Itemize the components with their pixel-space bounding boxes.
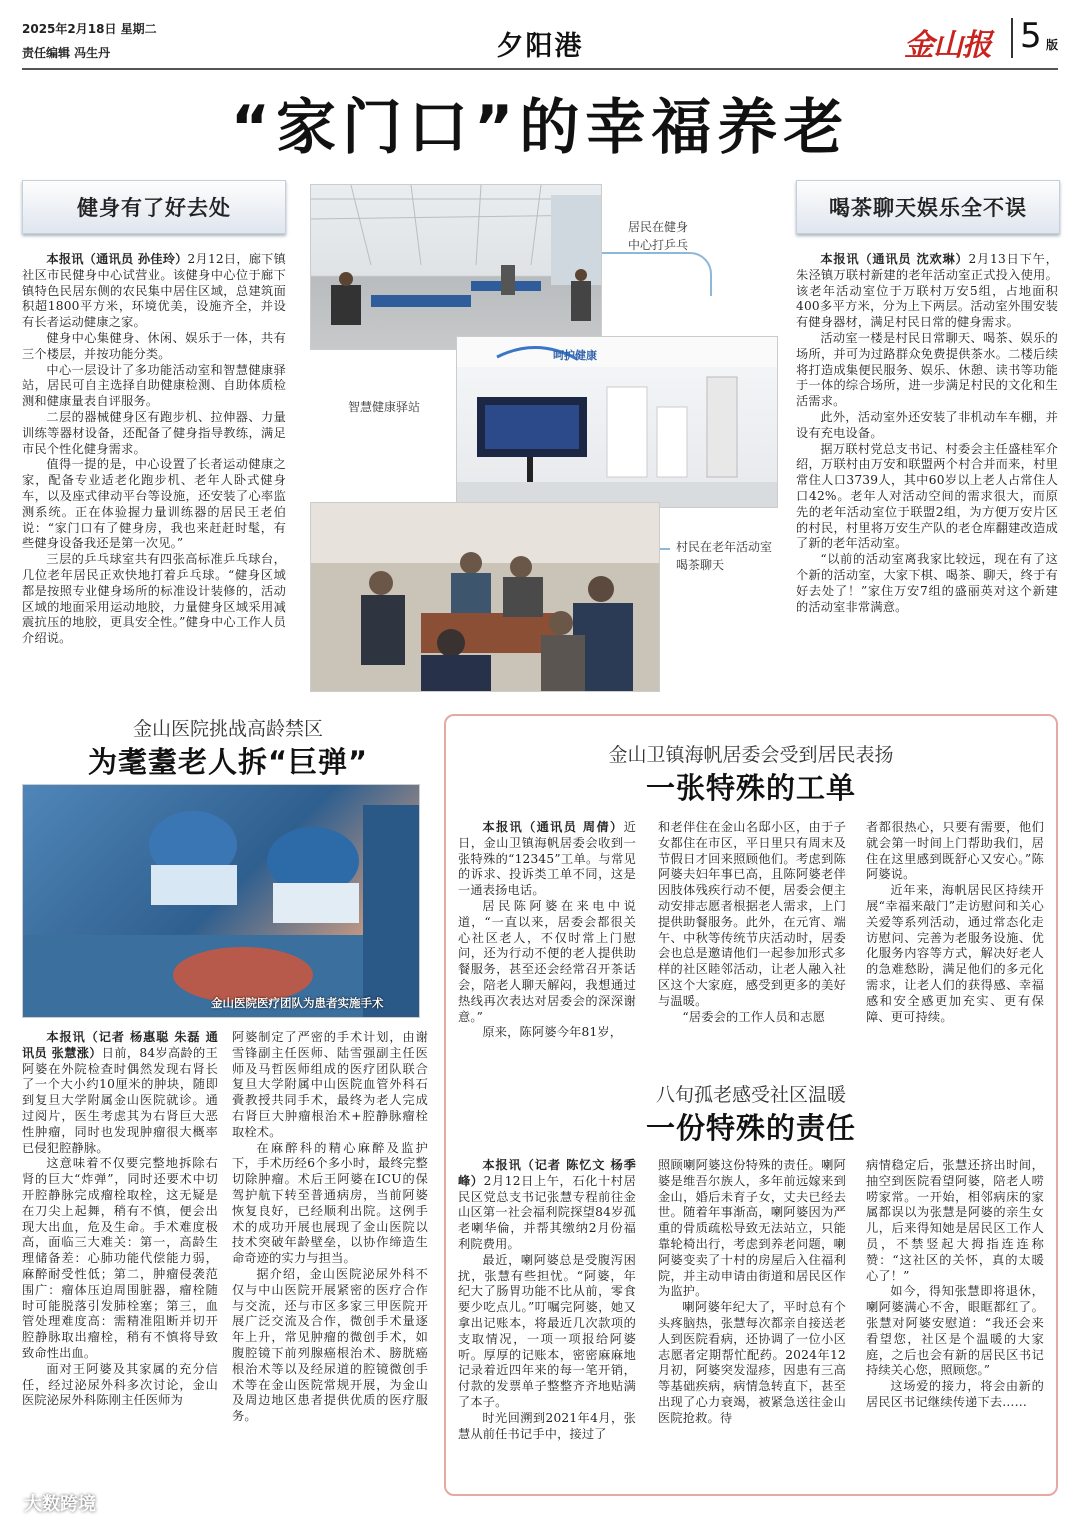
- section-title-fitness: 健身有了好去处: [22, 180, 286, 234]
- paragraph: 近年来，海帆居民区持续开展“幸福来敲门”走访慰问和关心关爱等系列活动，通过常态化走访慰问、完善为老服务设施、优化服务内容等方式，解决好老人的急难愁盼，满足他们的多元化需求，让老人们的获得感、幸福感和安全感更加充实、更有保障、更可持续。: [866, 883, 1044, 1024]
- paragraph: 三层的乒乓球室共有四张高标准乒乓球台，几位老年居民正欢快地打着乒乓球。“健身区域都是按照专业健身场所的标准设计装修的，活动区域的地面采用运动地胶，力量健身区域采用减震抗压的地胶，更具安全性。”健身中心工作人员介绍说。: [22, 552, 286, 646]
- section-name: 夕阳港: [496, 31, 584, 62]
- masthead-divider: [1011, 18, 1013, 58]
- paragraph: 2月12日上午，石化十村居民区党总支书记张慧专程前往金山区第一社会福利院探望84岁孤老喇华倫，并帮其缴纳2月份福利院费用。: [458, 1173, 636, 1251]
- paragraph: 最近，喇阿婆总是受腹泻困扰，张慧有些担忧。“阿婆，年纪大了肠胃功能不比从前，零食要少吃点儿。”叮嘱完阿婆，她又拿出记账本，将最近几次款项的支取情况，一项一项报给阿婆听。厚厚的记账本，密密麻麻地记录着近四年来的每一笔开销，付款的发票单子整整齐齐地贴满了本子。: [458, 1252, 636, 1409]
- responsibility-subtitle: 八旬孤老感受社区温暖: [655, 1084, 846, 1106]
- workorder-col-2: [658, 820, 846, 1025]
- byline: 本报讯（记者 陈忆文 杨季峰）: [458, 1158, 636, 1188]
- caption-connector: [660, 548, 670, 550]
- paragraph: 在麻醉科的精心麻醉及监护下，手术历经6个多小时，最终完整切除肿瘤。术后王阿婆在ICU的保驾护航下转至普通病房，当前阿婆恢复良好，已经顺利出院。这例手术的成功开展也展现了金山医院以技术突破年龄壁垒，以协作缔造生命奇迹的实力与担当。: [232, 1140, 428, 1266]
- paragraph: 活动室一楼是村民日常聊天、喝茶、娱乐的场所，并可为过路群众免费提供茶水。二楼后续将打造成集便民服务、娱乐、休憩、读书等功能于一体的综合场所，进一步满足村民的文化和生活需求。: [796, 330, 1058, 409]
- newspaper-logo: 金山报: [904, 28, 991, 63]
- paragraph: 日前，84岁高龄的王阿婆在外院检查时偶然发现右肾长了一个大小约10厘米的肿块，随即到复旦大学附属金山医院就诊。通过阅片，医生考虑其为右肾巨大恶性肿瘤，同时也发现肿瘤很大概率已侵犯腔静脉。: [22, 1045, 218, 1155]
- paragraph: 和老伴住在金山名邸小区，由于子女都住在市区，平日里只有周末及节假日才回来照顾他们。考虑到陈阿婆夫妇年事已高，且陈阿婆老伴因肢体残疾行动不便，居委会便主动安排志愿者根据老人需求，上门提供助餐服务。此外，在元宵、端午、中秋等传统节庆活动时，居委会也总是邀请他们一起参加形式多样的社区睦邻活动，让老人融入社区这个大家庭，感受到更多的美好与温暖。: [658, 820, 846, 1008]
- page-headline: “家门口”的幸福养老: [230, 93, 850, 163]
- byline: 本报讯（通讯员 孙佳玲）: [46, 252, 188, 266]
- paragraph: “以前的活动室离我家比较远，现在有了这个新的活动室，大家下棋、喝茶、聊天，终于有好去处了！”家住万安7组的盛丽英对这个新建的活动室非常满意。: [796, 552, 1058, 614]
- paragraph: 照顾喇阿婆这份特殊的责任。喇阿婆是维吾尔族人，多年前远嫁来到金山，婚后未育子女，丈夫已经去世。随着年事渐高，喇阿婆因为严重的骨质疏松导致无法站立，只能靠轮椅出行，考虑到养老问题，喇阿婆变卖了十村的房屋后入住福利院，并主动申请由街道和居民区作为监护。: [658, 1158, 846, 1299]
- workorder-subtitle: 金山卫镇海帆居委会受到居民表扬: [608, 744, 894, 766]
- paragraph: 者都很热心，只要有需要，他们就会第一时间上门帮助我们，居住在这里感到既舒心又安心。”陈阿婆说。: [866, 820, 1044, 882]
- paragraph: 2月12日，廊下镇社区市民健身中心试营业。该健身中心位于廊下镇特色民居东侧的农民集中居住区域，总建筑面积超1800平方米，环境优美，设施齐全，并设有长者运动健康之家。: [22, 252, 286, 330]
- byline: 本报讯（通讯员 周倩）: [482, 820, 624, 834]
- workorder-col-1: [458, 820, 636, 1041]
- fitness-article-body: [22, 252, 286, 647]
- paragraph: 据介绍，金山医院泌尿外科不仅与中山医院开展紧密的医疗合作与交流，还与市区多家三甲医院开展广泛交流及合作，微创手术量逐年上升，常见肿瘤的微创手术，如腹腔镜下前列腺癌根治术、膀胱癌根治术等以及经尿道的腔镜微创手术等在金山医院常规开展，为金山及周边地区患者提供优质的医疗服务。: [232, 1266, 428, 1424]
- workorder-title: 一张特殊的工单: [645, 771, 856, 805]
- responsibility-col-2: [658, 1158, 846, 1427]
- photo-tea-room: [310, 502, 660, 692]
- paragraph: 2月13日下午，朱泾镇万联村新建的老年活动室正式投入使用。该老年活动室位于万联村万安5组，占地面积400多平方米，分为上下两层。活动室外围安装有健身器材，满足村民日常的健身需求。: [796, 252, 1058, 330]
- paragraph: 近日，金山卫镇海帆居委会收到一张特殊的“12345”工单。与常见的诉求、投诉类工单不同，这是一通表扬电话。: [458, 820, 636, 898]
- paragraph: 健身中心集健身、休闲、娱乐于一体，共有三个楼层，并按功能分类。: [22, 330, 286, 361]
- hospital-col-2: [232, 1030, 428, 1425]
- paragraph: 中心一层设计了多功能活动室和智慧健康驿站，居民可自主选择自助健康检测、自助体质检测和健康量表自评服务。: [22, 362, 286, 409]
- paragraph: 时光回溯到2021年4月，张慧从前任书记手中，接过了: [458, 1410, 636, 1441]
- photo-ping-pong: [310, 184, 602, 350]
- paragraph: 值得一提的是，中心设置了长者运动健康之家，配备专业适老化跑步机、老年人卧式健身车，以及座式律动平台等设施，还安装了心率监测系统。正在体验握力量训练器的居民王老伯说：“家门口有了健身房，我也来赶赶时髦，有些健身设备我还是第一次见。”: [22, 457, 286, 551]
- paragraph: 病情稳定后，张慧还挤出时间，抽空到医院看望阿婆，陪老人唠唠家常。一开始，相邻病床的家属都误以为张慧是阿婆的亲生女儿，后来得知她是居民区工作人员，不禁竖起大拇指连连称赞：“这社区的关怀，真的太暖心了！”: [866, 1158, 1044, 1283]
- photo-health-station: [456, 336, 778, 508]
- responsibility-col-1: [458, 1158, 636, 1442]
- issue-date: 2025年2月18日 星期二: [22, 22, 157, 36]
- caption-tea-room: 村民在老年活动室喝茶聊天: [676, 540, 773, 572]
- workorder-col-3: [866, 820, 1044, 1025]
- paragraph: 这场爱的接力，将会由新的居民区书记继续传递下去……: [866, 1379, 1044, 1409]
- paragraph: 原来，陈阿婆今年81岁，: [482, 1025, 623, 1040]
- page-number: 5: [1020, 16, 1042, 56]
- byline: 本报讯（通讯员 沈欢琳）: [820, 252, 969, 266]
- paragraph: 二层的器械健身区有跑步机、拉伸器、力量训练等器材设备，还配备了健身指导教练，满足市民个性化健身需求。: [22, 409, 286, 456]
- surgery-scene: [23, 785, 419, 1017]
- watermark: 大数跨境: [24, 1494, 96, 1515]
- section-title-tea: 喝茶聊天娱乐全不误: [796, 180, 1060, 234]
- hospital-col-1: [22, 1030, 218, 1409]
- responsibility-col-3: [866, 1158, 1044, 1411]
- hospital-title: 为耄耋老人拆“巨弹”: [87, 745, 369, 779]
- paragraph: 如今，得知张慧即将退休，喇阿婆满心不舍，眼眶都红了。张慧对阿婆安慰道：“我还会来看望您，社区是个温暖的大家庭，之后也会有新的居民区书记持续关心您，照顾您。”: [866, 1284, 1044, 1378]
- paragraph: 喇阿婆年纪大了，平时总有个头疼脑热，张慧每次都亲自接送老人到医院看病，还协调了一位小区志愿者定期帮忙配药。2024年12月初，阿婆突发湿疹，因患有三高等基础疾病，病情急转直下，甚至出现了心力衰竭，被紧急送往金山医院抢救。待: [658, 1300, 846, 1425]
- photo-surgery: [22, 784, 420, 1018]
- page-suffix: 版: [1046, 38, 1059, 52]
- byline: 本报讯（记者 杨惠聪 朱磊 通讯员 张慧涨）: [22, 1030, 218, 1060]
- tea-article-body: [796, 252, 1058, 615]
- caption-ping-pong: 居民在健身中心打乒乓: [628, 220, 689, 252]
- health-station-scene: [457, 337, 777, 507]
- paragraph: 此外，活动室外还安装了非机动车车棚，并设有充电设备。: [796, 409, 1058, 440]
- paragraph: “居委会的工作人员和志愿: [682, 1009, 826, 1024]
- paragraph: 居民陈阿婆在来电中说道，“一直以来，居委会都很关心社区老人，不仅时常上门慰问，还为行动不便的老人提供助餐服务，甚至还会经常召开茶话会，陪老人聊天解闷，我想通过热线再次表达对居委会的深深谢意。”: [458, 898, 636, 1024]
- paragraph: 据万联村党总支书记、村委会主任盛桂军介绍，万联村由万安和联盟两个村合并而来，村里常住人口3739人，其中60岁以上老人占常住人口42%。老年人对活动空间的需求很大，而原先的老年活动室位于联盟2组，为方便万安片区的村民，村里将万安生产队的老仓库翻建改造成了新的老年活动室。: [796, 441, 1058, 551]
- responsibility-title: 一份特殊的责任: [645, 1111, 856, 1145]
- editor-credit: 责任编辑 冯生丹: [22, 46, 111, 60]
- tea-room-scene: [311, 503, 659, 691]
- paragraph: 面对王阿婆及其家属的充分信任，经过泌尿外科多次讨论，金山医院泌尿外科陈刚主任医师为: [22, 1361, 218, 1408]
- hospital-subtitle: 金山医院挑战高龄禁区: [132, 718, 323, 740]
- paragraph: 这意味着不仅要完整地拆除右肾的巨大“炸弹”，同时还要术中切开腔静脉完成瘤栓取栓，这无疑是在刀尖上起舞，稍有不慎，便会出现大出血，危及生命。手术难度极高，面临三大难关：第一，高龄生理储备差：心肺功能代偿能力弱，麻醉耐受性低；第二，肿瘤侵袭范围广：瘤体压迫周围脏器，瘤栓随时可能脱落引发肺栓塞；第三，血管处理难度高：需精准阻断并切开腔静脉取出瘤栓，稍有不慎将导致致命性出血。: [22, 1156, 218, 1360]
- ping-pong-scene: [311, 185, 601, 349]
- masthead-rule: [22, 68, 1058, 70]
- paragraph: 阿婆制定了严密的手术计划，由谢雪锋副主任医师、陆雪强副主任医师及马哲医师组成的医疗团队联合复旦大学附属中山医院血管外科石賫教授共同手术，最终为老人完成右肾巨大肿瘤根治术+腔静脉瘤栓取栓术。: [232, 1030, 428, 1139]
- caption-health-station: 智慧健康驿站: [348, 400, 421, 414]
- screen-label: 呵护健康: [553, 349, 597, 362]
- caption-connector: [602, 252, 712, 296]
- surgery-caption: 金山医院医疗团队为患者实施手术: [211, 996, 384, 1010]
